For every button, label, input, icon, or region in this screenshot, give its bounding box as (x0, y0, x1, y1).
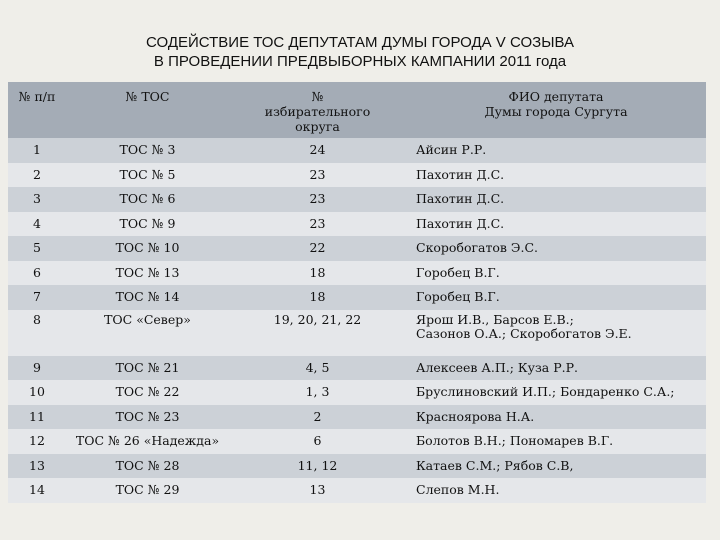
cell-num: 7 (8, 285, 66, 310)
cell-district: 18 (229, 285, 406, 310)
cell-deputy: Алексеев А.П.; Куза Р.Р. (406, 356, 706, 381)
cell-tos: ТОС № 23 (66, 405, 229, 430)
cell-deputy: Слепов М.Н. (406, 478, 706, 503)
table-row (8, 236, 706, 261)
cell-tos: ТОС № 3 (66, 138, 229, 163)
cell-deputy: Болотов В.Н.; Пономарев В.Г. (406, 429, 706, 454)
cell-district: 1, 3 (229, 380, 406, 405)
cell-deputy: Горобец В.Г. (406, 285, 706, 310)
cell-district: 24 (229, 138, 406, 163)
cell-num: 10 (8, 380, 66, 405)
cell-tos: ТОС № 28 (66, 454, 229, 479)
cell-tos: ТОС № 14 (66, 285, 229, 310)
cell-tos: ТОС № 22 (66, 380, 229, 405)
cell-district: 13 (229, 478, 406, 503)
cell-num: 14 (8, 478, 66, 503)
header-district: № избирательного округа (229, 82, 406, 138)
cell-deputy: Айсин Р.Р. (406, 138, 706, 163)
cell-num: 8 (8, 310, 66, 356)
header-tos: № ТОС (66, 82, 229, 138)
cell-tos: ТОС № 21 (66, 356, 229, 381)
cell-deputy: Пахотин Д.С. (406, 163, 706, 188)
cell-num: 2 (8, 163, 66, 188)
table-row (8, 356, 706, 381)
header-number: № п/п (8, 82, 66, 138)
cell-district: 23 (229, 163, 406, 188)
title-line-1: СОДЕЙСТВИЕ ТОС ДЕПУТАТАМ ДУМЫ ГОРОДА V СОЗЫВА (146, 34, 574, 51)
cell-tos: ТОС «Север» (66, 310, 229, 356)
cell-num: 5 (8, 236, 66, 261)
cell-deputy: Красноярова Н.А. (406, 405, 706, 430)
cell-num: 3 (8, 187, 66, 212)
deputies-table (8, 82, 706, 503)
cell-deputy: Пахотин Д.С. (406, 187, 706, 212)
table-row (8, 405, 706, 430)
table-row (8, 138, 706, 163)
table-row (8, 380, 706, 405)
cell-district: 11, 12 (229, 454, 406, 479)
table-row (8, 212, 706, 237)
cell-num: 9 (8, 356, 66, 381)
cell-district: 18 (229, 261, 406, 286)
title-line-2: В ПРОВЕДЕНИИ ПРЕДВЫБОРНЫХ КАМПАНИИ 2011 года (153, 53, 567, 70)
cell-district: 23 (229, 187, 406, 212)
cell-deputy: Ярош И.В., Барсов Е.В.; Сазонов О.А.; Скоробогатов Э.Е. (406, 310, 706, 356)
cell-num: 11 (8, 405, 66, 430)
table-row (8, 187, 706, 212)
table-row (8, 454, 706, 479)
cell-district: 2 (229, 405, 406, 430)
cell-num: 6 (8, 261, 66, 286)
cell-tos: ТОС № 13 (66, 261, 229, 286)
cell-tos: ТОС № 6 (66, 187, 229, 212)
cell-tos: ТОС № 10 (66, 236, 229, 261)
cell-district: 6 (229, 429, 406, 454)
cell-tos: ТОС № 26 «Надежда» (66, 429, 229, 454)
table-header-row (8, 82, 706, 138)
cell-num: 13 (8, 454, 66, 479)
slide-title (60, 33, 660, 71)
table-row (8, 261, 706, 286)
cell-num: 12 (8, 429, 66, 454)
cell-district: 23 (229, 212, 406, 237)
cell-tos: ТОС № 29 (66, 478, 229, 503)
cell-district: 22 (229, 236, 406, 261)
table-row (8, 310, 706, 356)
cell-deputy: Скоробогатов Э.С. (406, 236, 706, 261)
cell-deputy: Горобец В.Г. (406, 261, 706, 286)
cell-num: 4 (8, 212, 66, 237)
table-row (8, 285, 706, 310)
table-row (8, 429, 706, 454)
deputies-table-wrapper (8, 82, 706, 503)
cell-district: 4, 5 (229, 356, 406, 381)
cell-deputy: Катаев С.М.; Рябов С.В, (406, 454, 706, 479)
table-row (8, 163, 706, 188)
header-deputy: ФИО депутата Думы города Сургута (406, 82, 706, 138)
table-row (8, 478, 706, 503)
cell-deputy: Бруслиновский И.П.; Бондаренко С.А.; (406, 380, 706, 405)
cell-tos: ТОС № 5 (66, 163, 229, 188)
cell-deputy: Пахотин Д.С. (406, 212, 706, 237)
cell-num: 1 (8, 138, 66, 163)
cell-tos: ТОС № 9 (66, 212, 229, 237)
cell-district: 19, 20, 21, 22 (229, 310, 406, 356)
